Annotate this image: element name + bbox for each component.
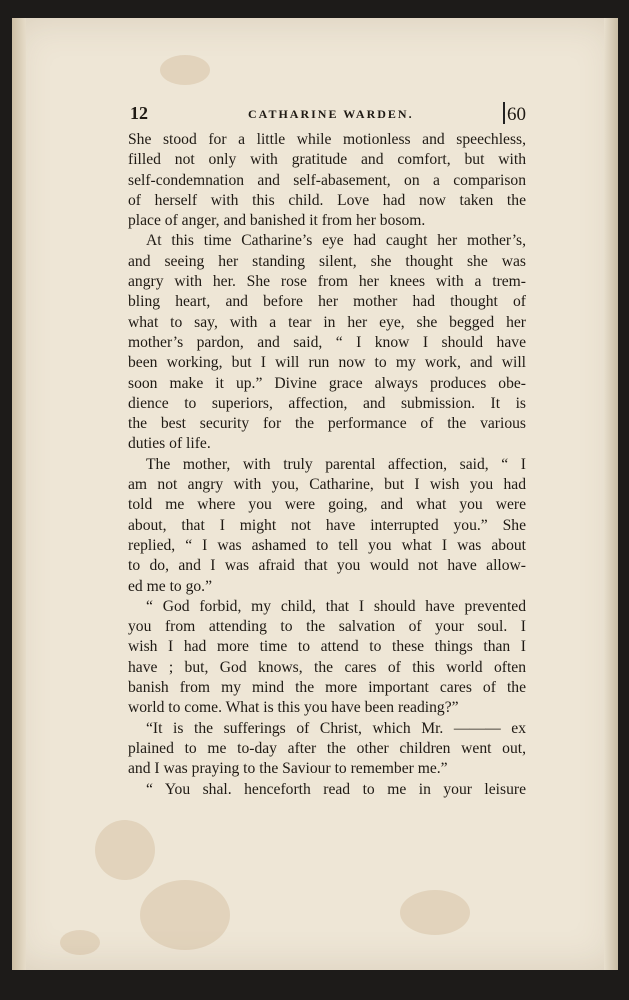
text-line: bling heart, and before her mother had thought of: [128, 293, 526, 311]
text-line: plained to me to-day after the other children went out,: [128, 739, 526, 757]
text-line: ed me to go.”: [128, 577, 213, 595]
text-line: filled not only with gratitude and comfort, but with: [128, 151, 526, 169]
foxing-stain: [60, 930, 100, 955]
foxing-stain: [95, 820, 155, 880]
text-line: what to say, with a tear in her eye, she begged her: [128, 313, 526, 331]
folio-bracket: [503, 102, 505, 124]
text-line: replied, “ I was ashamed to tell you what I was about: [128, 536, 526, 554]
text-line: “It is the sufferings of Christ, which Mr. ——— ex: [146, 719, 526, 737]
text-line: told me where you were going, and what you were: [128, 496, 526, 514]
page-number: 12: [130, 103, 148, 123]
text-line: soon make it up.” Divine grace always produces obe-: [128, 374, 526, 392]
text-line: about, that I might not have interrupted you.” She: [128, 516, 526, 534]
text-line: angry with her. She rose from her knees with a trem-: [128, 273, 526, 291]
text-line: banish from my mind the more important cares of the: [128, 679, 526, 697]
body-text: [128, 130, 526, 800]
text-line: “ You shal. henceforth read to me in your leisure: [146, 780, 526, 798]
running-title: CATHARINE WARDEN.: [248, 107, 414, 121]
text-line: “ God forbid, my child, that I should have prevented: [146, 597, 526, 615]
page-edge-left: [12, 18, 26, 970]
text-line: am not angry with you, Catharine, but I wish you had: [128, 476, 526, 494]
text-line: to do, and I was afraid that you would not have allow-: [128, 557, 526, 575]
text-line: and I was praying to the Saviour to remember me.”: [128, 760, 448, 778]
page-edge-right: [604, 18, 618, 970]
text-line: of herself with this child. Love had now taken the: [128, 191, 526, 209]
folio-number: 60: [507, 104, 526, 125]
foxing-stain: [400, 890, 470, 935]
text-line: mother’s pardon, and said, “ I know I should have: [128, 333, 526, 351]
text-line: the best security for the performance of the various: [128, 415, 526, 433]
text-line: self-condemnation and self-abasement, on a comparison: [128, 171, 526, 189]
text-line: duties of life.: [128, 435, 211, 453]
text-line: place of anger, and banished it from her bosom.: [128, 212, 426, 230]
text-line: wish I had more time to attend to these things than I: [128, 638, 526, 656]
text-line: The mother, with truly parental affection, said, “ I: [146, 455, 526, 473]
text-line: have ; but, God knows, the cares of this world often: [128, 658, 526, 676]
foxing-stain: [140, 880, 230, 950]
text-line: and seeing her standing silent, she thought she was: [128, 252, 526, 270]
text-line: you from attending to the salvation of your soul. I: [128, 618, 526, 636]
text-line: world to come. What is this you have been reading?”: [128, 699, 459, 717]
page-header: [128, 101, 526, 127]
foxing-stain: [160, 55, 210, 85]
text-line: dience to superiors, affection, and submission. It is: [128, 394, 526, 412]
text-line: She stood for a little while motionless and speechless,: [128, 131, 526, 148]
text-line: been working, but I will run now to my work, and will: [128, 354, 526, 372]
folio-mark: [503, 102, 526, 126]
text-line: At this time Catharine’s eye had caught her mother’s,: [146, 232, 526, 250]
